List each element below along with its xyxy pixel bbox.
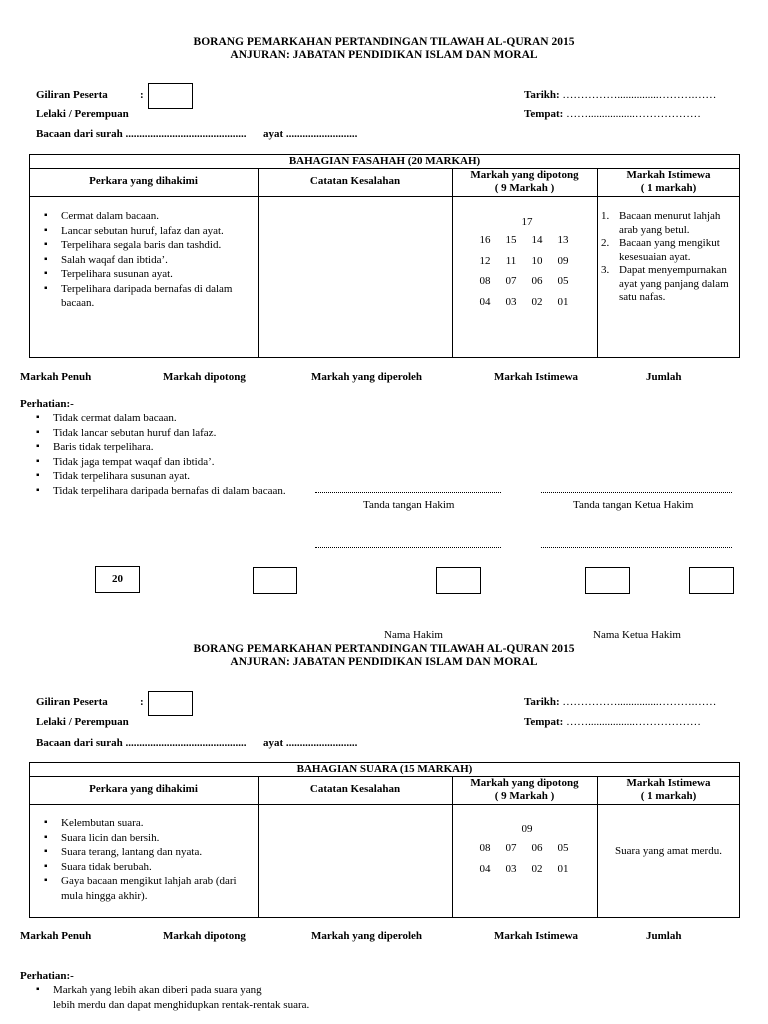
form2-giliran-input-box[interactable] [148, 691, 193, 716]
list-item: ▪ Markah yang lebih akan diberi pada suara yang lebih merdu dan dapat menghidupkan rentak-rentak suara. [33, 983, 353, 1012]
form1-sum-diperoleh: Markah yang diperoleh [311, 371, 423, 383]
form2-sum-dipotong: Markah dipotong [163, 930, 246, 942]
divider [597, 168, 598, 358]
form1-section-title: BAHAGIAN FASAHAH (20 MARKAH) [288, 155, 481, 167]
score-row [472, 255, 582, 276]
score-option[interactable]: 13 [557, 234, 569, 246]
form1-tarikh: Tarikh: ……………...............……….…… [524, 89, 717, 101]
score-option[interactable]: 15 [505, 234, 517, 246]
form2-catatan-area[interactable] [259, 805, 452, 918]
list-item: ▪ Tidak jaga tempat waqaf dan ibtida’. [33, 455, 323, 470]
list-item: ▪ Lancar sebutan huruf, lafaz dan ayat. [41, 224, 256, 239]
col-header-catatan: Catatan Kesalahan [309, 783, 401, 795]
form1-ayat-label: ayat .......................... [263, 128, 358, 140]
form1-giliran-colon: : [140, 89, 144, 101]
form1-sum-jumlah: Jumlah [646, 371, 682, 383]
score-option[interactable]: 02 [531, 862, 543, 875]
form2-score-top[interactable]: 09 [521, 823, 533, 835]
score-option[interactable]: 12 [479, 254, 491, 267]
score-option[interactable]: 14 [531, 234, 543, 246]
form2-giliran-label: Giliran Peserta [36, 696, 108, 708]
form1-sign-hakim-line[interactable] [315, 492, 501, 493]
list-item: ▪ Suara licin dan bersih. [41, 831, 256, 846]
list-item: ▪ Gaya bacaan mengikut lahjah arab (dari mula hingga akhir). [41, 874, 256, 903]
divider [452, 168, 453, 358]
score-option[interactable]: 11 [505, 254, 517, 267]
form1-dipotong-box[interactable] [253, 567, 297, 594]
score-row [472, 863, 582, 884]
form1-perhatian-label: Perhatian:- [20, 398, 74, 410]
score-option[interactable]: 05 [557, 275, 569, 287]
form1-giliran-label: Giliran Peserta [36, 89, 108, 101]
form1-gender-label: Lelaki / Perempuan [36, 108, 129, 120]
item-number: 2. [601, 237, 610, 249]
score-option[interactable]: 07 [505, 275, 517, 287]
score-option[interactable]: 01 [557, 862, 569, 875]
form1-nama-ketua-line[interactable] [541, 547, 732, 548]
item-text: Dapat menyempurnakan ayat yang panjang dalam satu nafas. [619, 264, 729, 303]
col-header-catatan: Catatan Kesalahan [309, 175, 401, 187]
list-item: ▪ Terpelihara susunan ayat. [41, 267, 256, 282]
form2-istimewa-text: Suara yang amat merdu. [615, 845, 722, 857]
list-item: ▪ Kelembutan suara. [41, 816, 256, 831]
score-option[interactable]: 10 [531, 254, 543, 267]
form1-score-grid [472, 234, 582, 316]
form1-criteria-list [41, 209, 256, 311]
form1-bacaan-label: Bacaan dari surah ............................................ [36, 128, 247, 140]
list-item: ▪ Tidak cermat dalam bacaan. [33, 411, 323, 426]
form2-score-grid [472, 842, 582, 883]
list-item: ▪ Terpelihara segala baris dan tashdid. [41, 238, 256, 253]
form1-perhatian-list [33, 411, 323, 498]
form1-score-top[interactable]: 17 [521, 216, 533, 228]
score-option[interactable]: 08 [479, 842, 491, 854]
form2-sum-penuh: Markah Penuh [20, 930, 92, 942]
score-row [472, 275, 582, 296]
score-option[interactable]: 05 [557, 842, 569, 854]
score-option[interactable]: 06 [531, 275, 543, 287]
form2-criteria-list [41, 816, 256, 903]
form1-sum-istimewa: Markah Istimewa [494, 371, 579, 383]
score-option[interactable]: 04 [479, 862, 491, 875]
form1-nama-hakim-label: Nama Hakim [384, 629, 443, 641]
list-item [601, 237, 737, 264]
item-text: Bacaan yang mengikut kesesuaian ayat. [619, 237, 720, 263]
form2-title: BORANG PEMARKAHAN PERTANDINGAN TILAWAH AL-QURAN 2015 ANJURAN: JABATAN PENDIDIKAN ISLAM DAN MORAL [193, 643, 575, 668]
form1-sign-ketua-label: Tanda tangan Ketua Hakim [573, 499, 694, 511]
score-row [472, 234, 582, 255]
form2-tempat: Tempat: …….................……………… [524, 716, 701, 728]
list-item: ▪ Tidak terpelihara daripada bernafas di dalam bacaan. [33, 484, 323, 499]
form1-fasahah-table [29, 154, 740, 358]
score-option[interactable]: 07 [505, 842, 517, 854]
score-option[interactable]: 03 [505, 295, 517, 308]
form2-suara-table [29, 762, 740, 918]
col-header-istimewa: Markah Istimewa ( 1 markah) [626, 777, 711, 802]
form1-sum-penuh: Markah Penuh [20, 371, 92, 383]
item-number: 3. [601, 264, 610, 276]
list-item: ▪ Baris tidak terpelihara. [33, 440, 323, 455]
list-item: ▪ Tidak terpelihara susunan ayat. [33, 469, 323, 484]
col-header-dipotong: Markah yang dipotong ( 9 Markah ) [470, 777, 579, 802]
list-item: ▪ Tidak lancar sebutan huruf dan lafaz. [33, 426, 323, 441]
col-header-perkara: Perkara yang dihakimi [89, 175, 198, 187]
form2-sum-jumlah: Jumlah [646, 930, 682, 942]
form2-bacaan-label: Bacaan dari surah ............................................ [36, 737, 247, 749]
col-header-perkara: Perkara yang dihakimi [89, 783, 198, 795]
form1-sum-dipotong: Markah dipotong [163, 371, 246, 383]
form1-sign-ketua-line[interactable] [541, 492, 732, 493]
form1-jumlah-box[interactable] [689, 567, 734, 594]
form1-title: BORANG PEMARKAHAN PERTANDINGAN TILAWAH AL-QURAN 2015 ANJURAN: JABATAN PENDIDIKAN ISLAM DAN MORAL [193, 36, 575, 61]
form2-tarikh: Tarikh: ……………...............……….…… [524, 696, 717, 708]
item-number: 1. [601, 210, 610, 222]
form1-catatan-area[interactable] [259, 197, 452, 358]
score-option[interactable]: 04 [479, 295, 491, 308]
list-item: ▪ Salah waqaf dan ibtida’. [41, 253, 256, 268]
form1-giliran-input-box[interactable] [148, 83, 193, 109]
item-text: Bacaan menurut lahjah arab yang betul. [619, 210, 721, 236]
list-item: ▪ Suara terang, lantang dan nyata. [41, 845, 256, 860]
form2-ayat-label: ayat .......................... [263, 737, 358, 749]
form1-diperoleh-box[interactable] [436, 567, 481, 594]
col-header-istimewa: Markah Istimewa ( 1 markah) [626, 169, 711, 194]
form2-section-title: BAHAGIAN SUARA (15 MARKAH) [296, 763, 473, 775]
score-option[interactable]: 16 [479, 234, 491, 246]
form2-perhatian-label: Perhatian:- [20, 970, 74, 982]
form1-istimewa-list [601, 210, 737, 305]
score-option[interactable]: 03 [505, 862, 517, 875]
score-option[interactable]: 01 [557, 295, 569, 308]
form2-perhatian-list [33, 983, 353, 1012]
form2-giliran-colon: : [140, 696, 144, 708]
form1-sign-hakim-label: Tanda tangan Hakim [363, 499, 455, 511]
list-item: ▪ Terpelihara daripada bernafas di dalam bacaan. [41, 282, 256, 311]
score-option[interactable]: 09 [557, 254, 569, 267]
list-item: ▪ Suara tidak berubah. [41, 860, 256, 875]
score-row [472, 296, 582, 317]
list-item [601, 210, 737, 237]
form1-istimewa-box[interactable] [585, 567, 630, 594]
col-header-dipotong: Markah yang dipotong ( 9 Markah ) [470, 169, 579, 194]
form1-full-mark-box: 20 [95, 566, 140, 593]
score-option[interactable]: 02 [531, 295, 543, 308]
list-item: ▪ Cermat dalam bacaan. [41, 209, 256, 224]
form2-gender-label: Lelaki / Perempuan [36, 716, 129, 728]
list-item [601, 264, 737, 305]
form2-sum-diperoleh: Markah yang diperoleh [311, 930, 423, 942]
score-option[interactable]: 08 [479, 275, 491, 287]
score-option[interactable]: 06 [531, 842, 543, 854]
form2-sum-istimewa: Markah Istimewa [494, 930, 579, 942]
form1-tempat: Tempat: …….................……………… [524, 108, 701, 120]
form1-nama-hakim-line[interactable] [315, 547, 501, 548]
form1-nama-ketua-label: Nama Ketua Hakim [593, 629, 681, 641]
score-row [472, 842, 582, 863]
